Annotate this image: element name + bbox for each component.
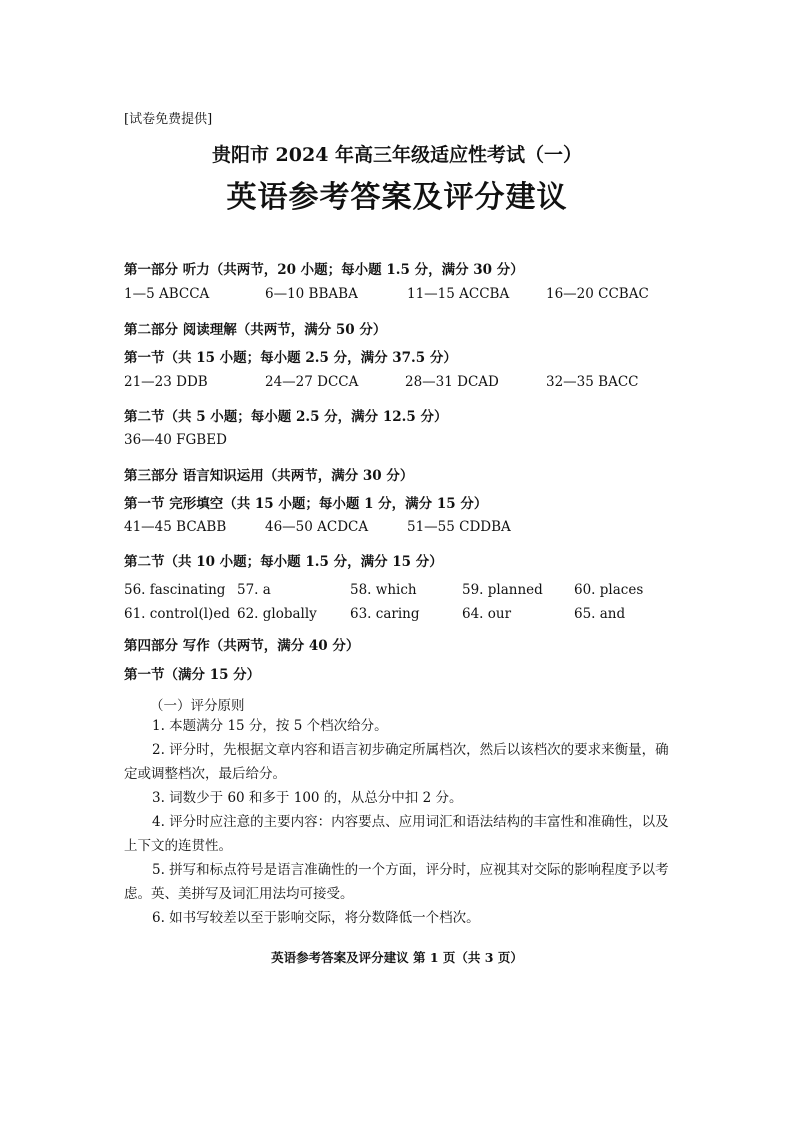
part4-section1-heading: 第一节（满分 15 分） [124, 667, 261, 683]
principle-item: 3. 词数少于 60 和多于 100 的，从总分中扣 2 分。 [152, 790, 463, 806]
answer-group: 51—55 CDDBA [407, 519, 511, 535]
answer-item: 60. places [574, 582, 644, 598]
principle-item: 1. 本题满分 15 分，按 5 个档次给分。 [152, 718, 388, 734]
document-title: 英语参考答案及评分建议 [226, 180, 568, 215]
answer-item: 64. our [462, 606, 512, 622]
answer-group: 36—40 FGBED [124, 432, 227, 448]
part1-heading: 第一部分 听力（共两节，20 小题；每小题 1.5 分，满分 30 分） [124, 262, 524, 278]
answer-item: 57. a [237, 582, 271, 598]
principles-list [124, 714, 674, 930]
answer-group: 1—5 ABCCA [124, 286, 210, 302]
exam-title: 贵阳市 2024 年高三年级适应性考试（一） [211, 144, 583, 166]
part2-section1-heading: 第一节（共 15 小题；每小题 2.5 分，满分 37.5 分） [124, 350, 457, 366]
part3-section2-heading: 第二节（共 10 小题；每小题 1.5 分，满分 15 分） [124, 554, 443, 570]
part3-section1-heading: 第一节 完形填空（共 15 小题；每小题 1 分，满分 15 分） [124, 496, 488, 512]
answer-group: 46—50 ACDCA [265, 519, 369, 535]
answer-item: 63. caring [350, 606, 420, 622]
header-tag: [试卷免费提供] [124, 112, 213, 127]
part4-heading: 第四部分 写作（共两节，满分 40 分） [124, 638, 360, 654]
answer-item: 59. planned [462, 582, 543, 598]
principle-item: 2. 评分时，先根据文章内容和语言初步确定所属档次，然后以该档次的要求来衡量，确定或调整档次，最后给分。 [124, 742, 669, 782]
answer-item: 62. globally [237, 606, 317, 622]
principle-item: 5. 拼写和标点符号是语言准确性的一个方面，评分时，应视其对交际的影响程度予以考虑。英、美拼写及词汇用法均可接受。 [124, 862, 669, 902]
answer-group: 24—27 DCCA [265, 374, 359, 390]
answer-item: 56. fascinating [124, 582, 226, 598]
answer-item: 58. which [350, 582, 417, 598]
answer-group: 32—35 BACC [546, 374, 639, 390]
principle-item: 6. 如书写较差以至于影响交际，将分数降低一个档次。 [152, 910, 480, 926]
answer-group: 6—10 BBABA [265, 286, 358, 302]
answer-group: 16—20 CCBAC [546, 286, 649, 302]
part3-heading: 第三部分 语言知识运用（共两节，满分 30 分） [124, 468, 414, 484]
answer-group: 41—45 BCABB [124, 519, 227, 535]
principle-item: 4. 评分时应注意的主要内容：内容要点、应用词汇和语法结构的丰富性和准确性，以及上下文的连贯性。 [124, 814, 669, 854]
part2-heading: 第二部分 阅读理解（共两节，满分 50 分） [124, 322, 387, 338]
answer-group: 21—23 DDB [124, 374, 208, 390]
answer-item: 61. control(l)ed [124, 606, 230, 622]
answer-group: 11—15 ACCBA [407, 286, 510, 302]
answer-item: 65. and [574, 606, 626, 622]
page-footer: 英语参考答案及评分建议 第 1 页（共 3 页） [271, 950, 523, 965]
principles-heading: （一）评分原则 [150, 698, 245, 714]
part2-section2-heading: 第二节（共 5 小题；每小题 2.5 分，满分 12.5 分） [124, 409, 448, 425]
answer-group: 28—31 DCAD [405, 374, 499, 390]
